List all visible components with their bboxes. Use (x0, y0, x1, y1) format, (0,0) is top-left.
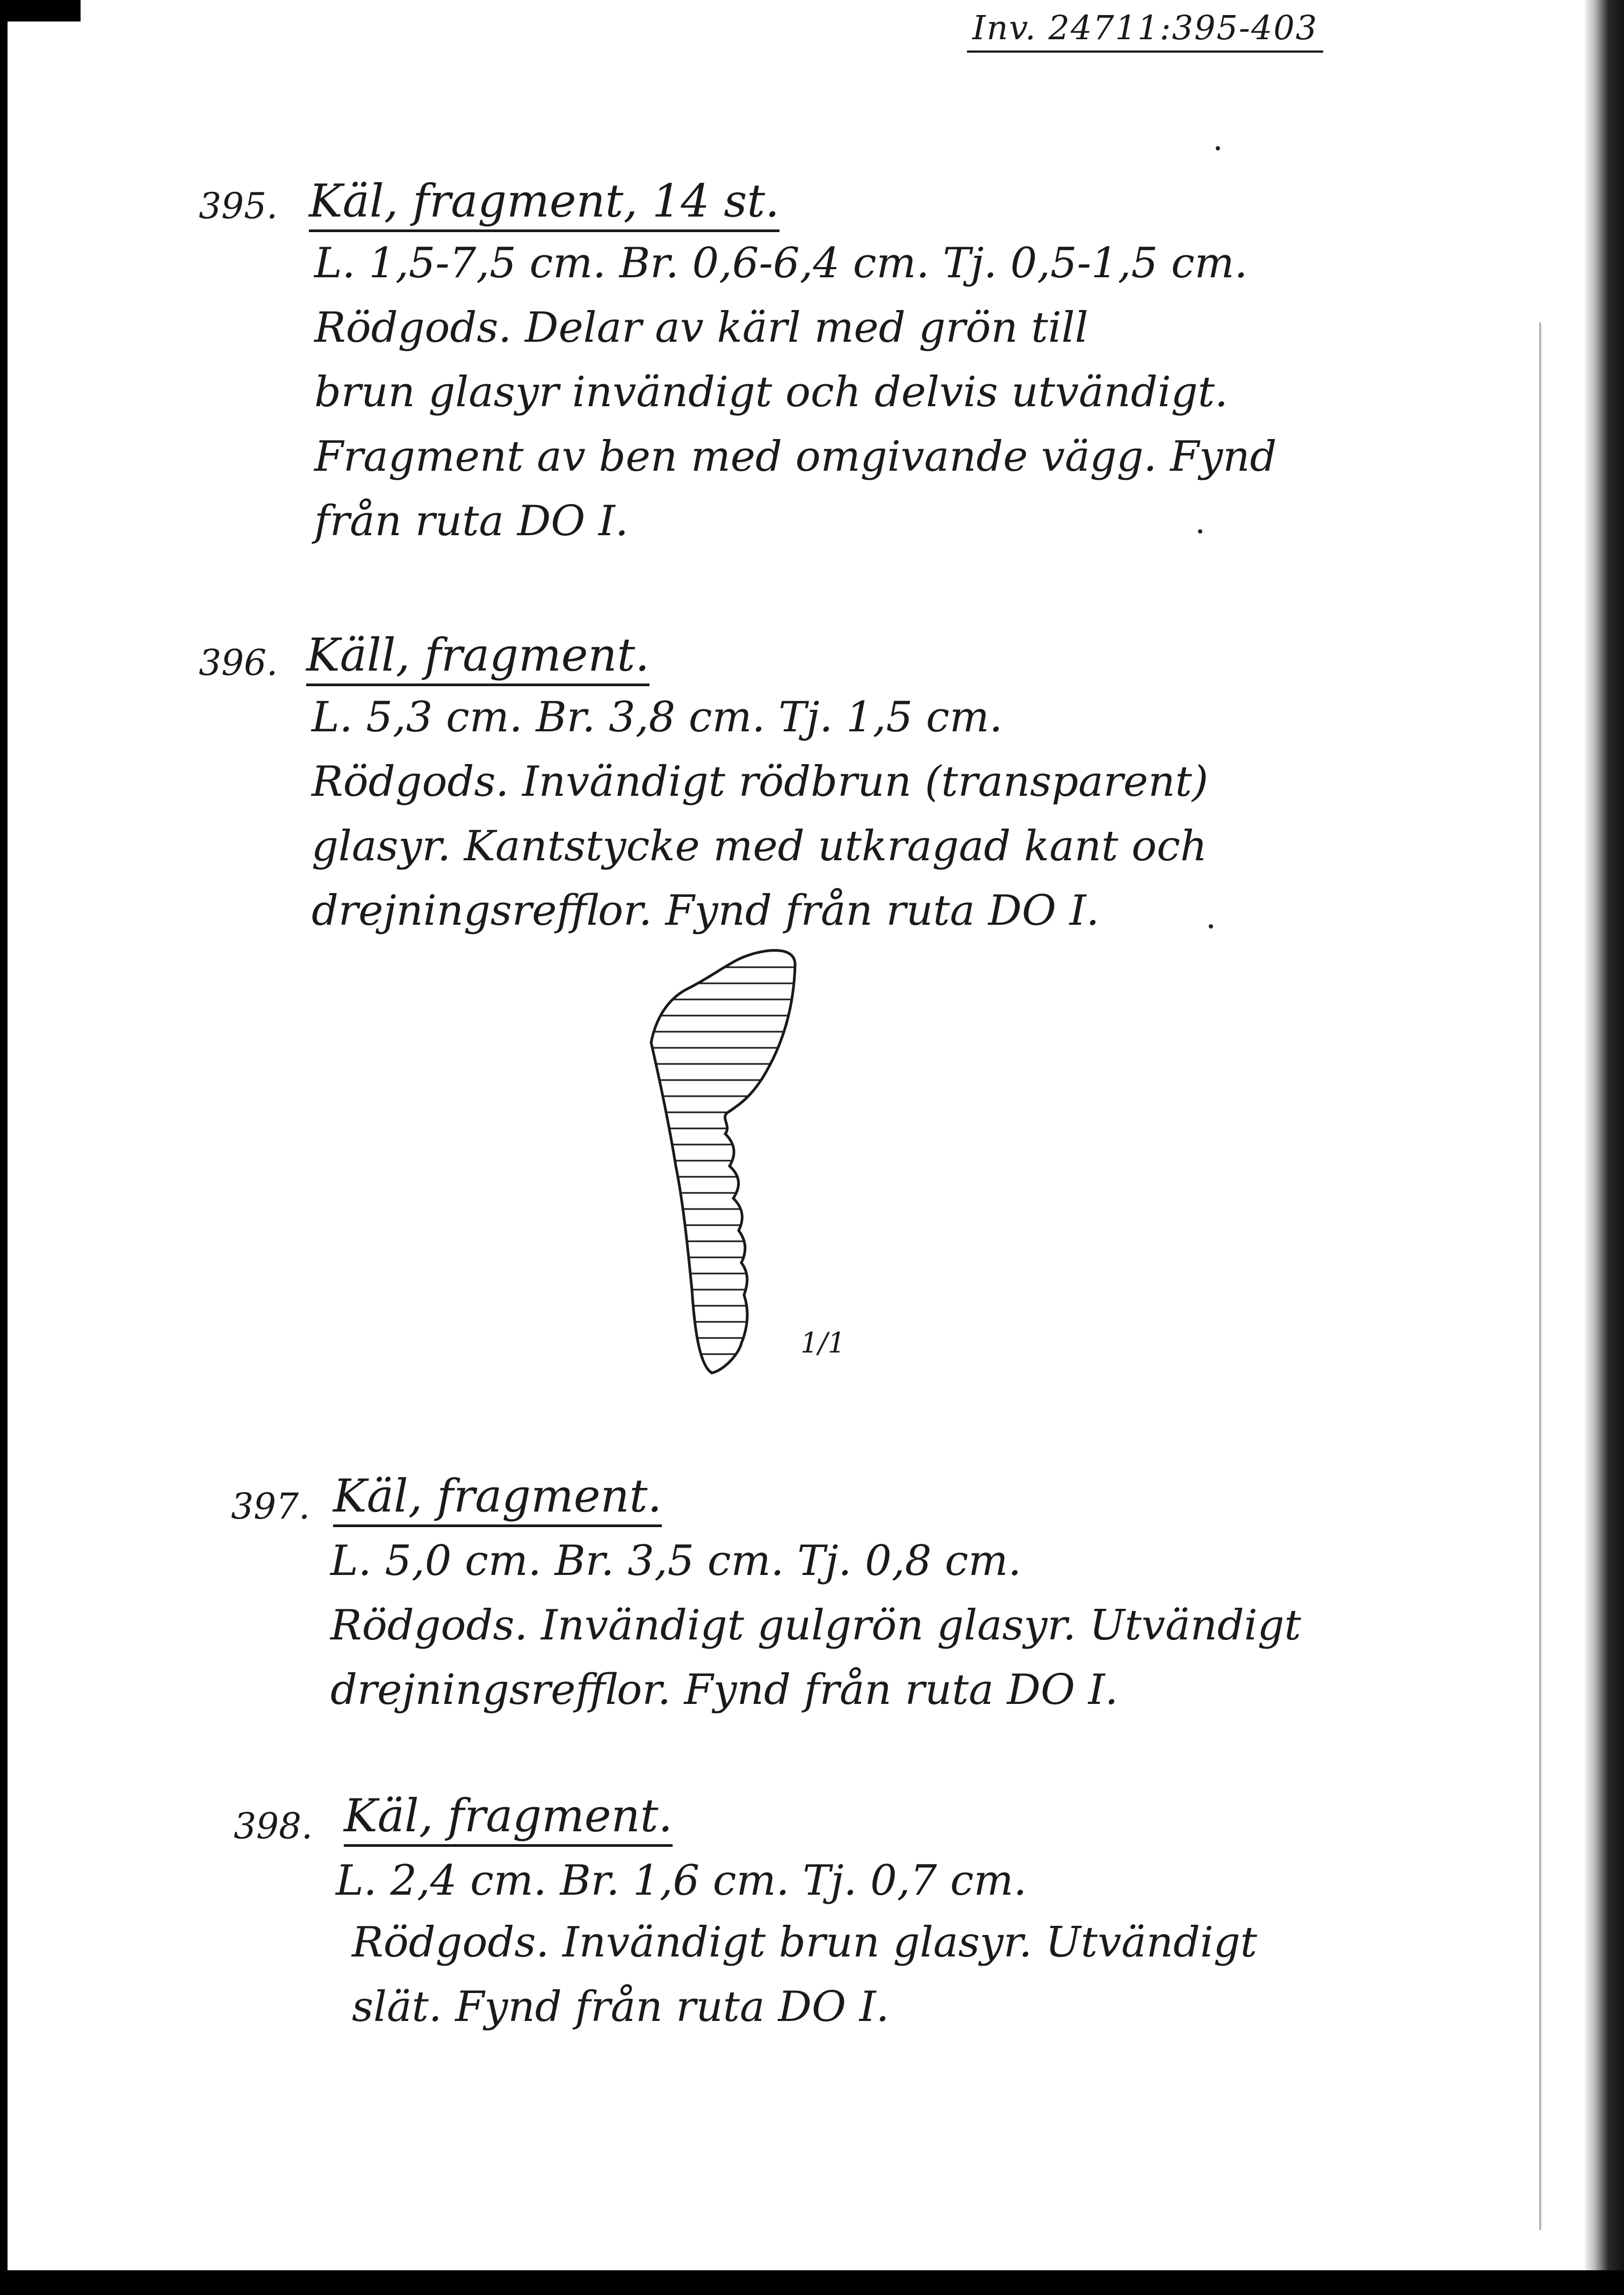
entry-line: brun glasyr invändigt och delvis utvändigt. (314, 368, 1228, 416)
entry-title: Käll, fragment. (306, 629, 649, 686)
scan-speck (1209, 924, 1213, 929)
inventory-number: Inv. 24711:395-403 (967, 8, 1323, 53)
entry-line: glasyr. Kantstycke med utkragad kant och (312, 822, 1208, 870)
scan-edge-left (0, 0, 8, 2295)
scan-edge-bottom (0, 2270, 1624, 2295)
entry-number: 397. (231, 1486, 310, 1527)
entry-line: L. 2,4 cm. Br. 1,6 cm. Tj. 0,7 cm. (336, 1857, 1027, 1905)
entry-title: Käl, fragment. (344, 1789, 673, 1847)
drawing-scale-label: 1/1 (800, 1327, 846, 1359)
entry-line: drejningsrefflor. Fynd från ruta DO I. (330, 1666, 1118, 1714)
entry-line: Fragment av ben med omgivande vägg. Fynd (314, 433, 1277, 481)
entry-line: L. 5,3 cm. Br. 3,8 cm. Tj. 1,5 cm. (312, 693, 1003, 742)
entry-line: L. 1,5-7,5 cm. Br. 0,6-6,4 cm. Tj. 0,5-1,5 cm. (314, 239, 1248, 287)
scan-edge-top (0, 0, 81, 21)
sherd-profile-drawing (634, 946, 817, 1386)
entry-title: Käl, fragment. (333, 1470, 662, 1527)
entry-line: drejningsrefflor. Fynd från ruta DO I. (312, 887, 1100, 935)
entry-number: 396. (199, 642, 278, 684)
entry-line: Rödgods. Invändigt rödbrun (transparent) (312, 758, 1209, 806)
scan-edge-binding (1585, 0, 1624, 2295)
page-fold-line (1539, 322, 1541, 2230)
entry-line: Rödgods. Delar av kärl med grön till (314, 304, 1088, 352)
entry-line: slät. Fynd från ruta DO I. (352, 1983, 890, 2031)
entry-line: L. 5,0 cm. Br. 3,5 cm. Tj. 0,8 cm. (330, 1537, 1022, 1585)
scan-speck (1216, 146, 1220, 150)
entry-line: från ruta DO I. (314, 497, 629, 545)
scan-speck (1198, 529, 1202, 534)
entry-number: 398. (234, 1805, 313, 1847)
entry-title: Käl, fragment, 14 st. (309, 175, 779, 232)
entry-line: Rödgods. Invändigt brun glasyr. Utvändigt (352, 1918, 1258, 1967)
entry-number: 395. (199, 185, 278, 227)
entry-line: Rödgods. Invändigt gulgrön glasyr. Utvändigt (330, 1601, 1301, 1650)
